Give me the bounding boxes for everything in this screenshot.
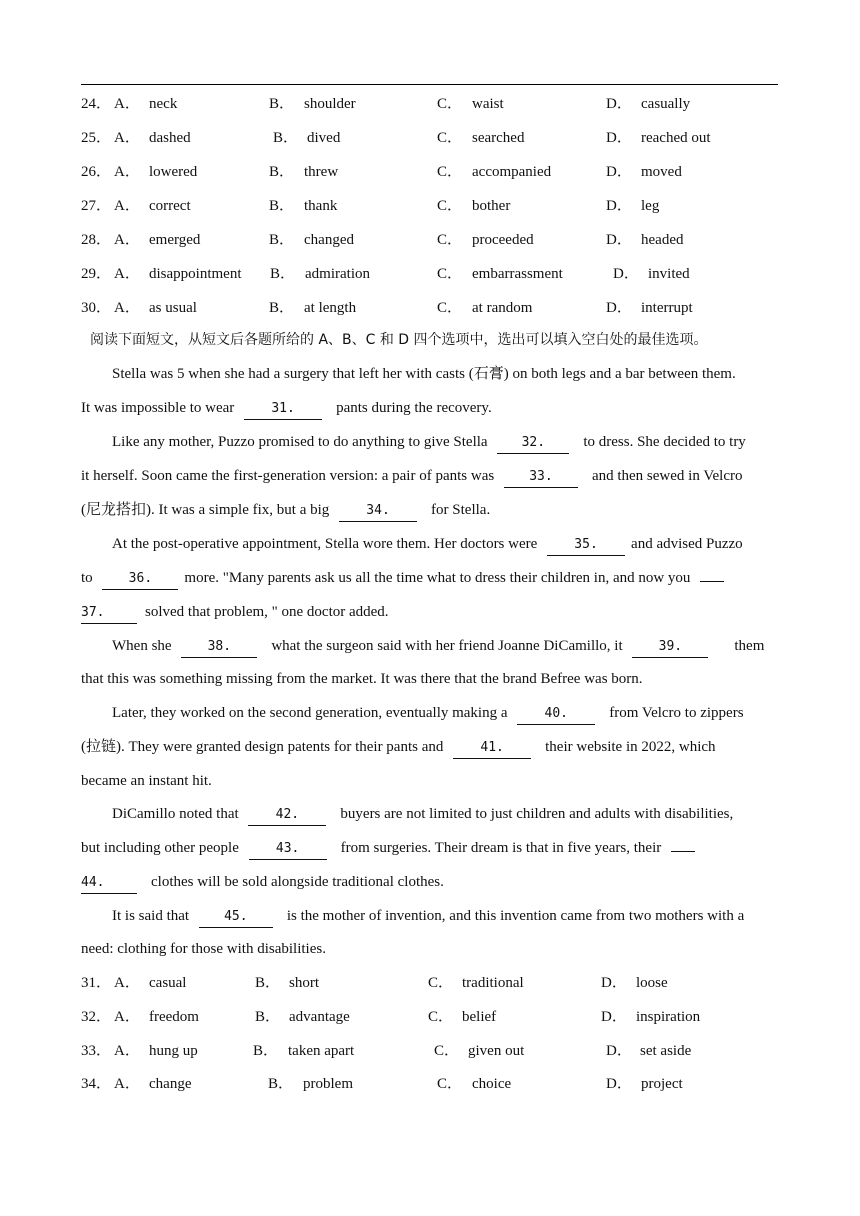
option-a-label: A．	[114, 266, 140, 282]
option-b-label: B．	[268, 1076, 294, 1092]
option-c-text: proceeded	[472, 232, 534, 248]
option-c-label: C．	[437, 164, 463, 180]
blank-34: 34.	[339, 501, 417, 522]
option-d-label: D．	[606, 1076, 632, 1092]
option-c-text: accompanied	[472, 164, 552, 180]
option-a-text: neck	[149, 96, 178, 112]
option-a-label: A．	[114, 1009, 140, 1025]
option-a-text: hung up	[149, 1043, 198, 1059]
option-c-label: C．	[437, 198, 463, 214]
option-d-label: D．	[606, 96, 632, 112]
passage-line: became an instant hit.	[81, 773, 212, 789]
passage-line: Later, they worked on the second generation, eventually making a 40. from Velcro to zippers	[112, 702, 780, 724]
option-a-label: A．	[114, 96, 140, 112]
option-b-text: taken apart	[288, 1043, 355, 1059]
question-number: 26．	[81, 164, 112, 180]
option-d-text: inspiration	[636, 1009, 701, 1025]
option-b-label: B．	[273, 130, 299, 146]
option-d-label: D．	[613, 266, 639, 282]
option-d-label: D．	[606, 232, 632, 248]
blank-40: 40.	[517, 704, 595, 725]
question-number: 25．	[81, 130, 112, 146]
passage-line: (拉链). They were granted design patents for their pants and 41. their website in 2022, which	[81, 736, 781, 758]
passage-line: It is said that 45. is the mother of invention, and this invention came from two mothers with a	[112, 905, 780, 927]
passage-line: need: clothing for those with disabilities.	[81, 941, 326, 957]
option-c-text: bother	[472, 198, 511, 214]
option-a-text: disappointment	[149, 266, 242, 282]
option-c-text: traditional	[462, 975, 524, 991]
option-a-text: as usual	[149, 300, 197, 316]
option-a-label: A．	[114, 232, 140, 248]
passage-line: Like any mother, Puzzo promised to do anything to give Stella 32. to dress. She decided to try	[112, 431, 780, 453]
option-b-text: threw	[304, 164, 339, 180]
option-c-text: searched	[472, 130, 525, 146]
passage-line: It was impossible to wear 31. pants during the recovery.	[81, 397, 781, 419]
option-b-label: B．	[269, 96, 295, 112]
question-number: 32．	[81, 1009, 112, 1025]
option-c-label: C．	[437, 266, 463, 282]
option-b-text: changed	[304, 232, 354, 248]
option-a-text: dashed	[149, 130, 191, 146]
option-c-label: C．	[437, 232, 463, 248]
passage-line: but including other people 43. from surgeries. Their dream is that in five years, their	[81, 837, 781, 859]
option-a-text: freedom	[149, 1009, 199, 1025]
passage-line: 44. clothes will be sold alongside traditional clothes.	[81, 871, 781, 893]
blank-44: 44.	[81, 873, 137, 894]
option-d-text: casually	[641, 96, 691, 112]
option-b-text: short	[289, 975, 319, 991]
option-a-text: lowered	[149, 164, 198, 180]
blank-32: 32.	[497, 433, 569, 454]
question-number: 27．	[81, 198, 112, 214]
passage-line: 37. solved that problem, " one doctor added.	[81, 601, 781, 623]
option-c-label: C．	[437, 1076, 463, 1092]
option-a-text: casual	[149, 975, 187, 991]
option-d-text: leg	[641, 198, 660, 214]
passage-line: that this was something missing from the market. It was there that the brand Befree was born.	[81, 671, 643, 687]
passage-line: to 36. more. "Many parents ask us all the time what to dress their children in, and now you	[81, 567, 781, 589]
question-number: 30．	[81, 300, 112, 316]
option-a-label: A．	[114, 975, 140, 991]
option-c-text: given out	[468, 1043, 525, 1059]
option-b-text: problem	[303, 1076, 353, 1092]
passage-line: When she 38. what the surgeon said with her friend Joanne DiCamillo, it 39. them	[112, 635, 780, 657]
option-c-label: C．	[437, 300, 463, 316]
passage-line: At the post-operative appointment, Stella wore them. Her doctors were 35. and advised Puzzo	[112, 533, 780, 555]
option-d-label: D．	[606, 1043, 632, 1059]
option-d-label: D．	[601, 975, 627, 991]
blank-37-start	[700, 581, 724, 582]
question-number: 29．	[81, 266, 112, 282]
blank-36: 36.	[102, 569, 178, 590]
blank-42: 42.	[248, 805, 326, 826]
option-d-label: D．	[606, 198, 632, 214]
option-b-label: B．	[253, 1043, 279, 1059]
option-a-label: A．	[114, 1076, 140, 1092]
option-a-label: A．	[114, 300, 140, 316]
blank-37: 37.	[81, 603, 137, 624]
option-d-text: project	[641, 1076, 683, 1092]
question-number: 28．	[81, 232, 112, 248]
option-d-text: set aside	[640, 1043, 692, 1059]
blank-38: 38.	[181, 637, 257, 658]
header-rule	[81, 84, 778, 85]
option-b-label: B．	[270, 266, 296, 282]
option-c-text: waist	[472, 96, 504, 112]
option-d-label: D．	[601, 1009, 627, 1025]
option-a-text: correct	[149, 198, 191, 214]
question-number: 31．	[81, 975, 112, 991]
blank-44-start	[671, 851, 695, 852]
option-b-label: B．	[255, 975, 281, 991]
option-b-text: advantage	[289, 1009, 350, 1025]
option-b-label: B．	[255, 1009, 281, 1025]
blank-45: 45.	[199, 907, 273, 928]
option-b-text: shoulder	[304, 96, 356, 112]
option-b-text: at length	[304, 300, 357, 316]
option-b-label: B．	[269, 164, 295, 180]
option-a-text: emerged	[149, 232, 201, 248]
passage-line: Stella was 5 when she had a surgery that left her with casts (石膏) on both legs and a bar between them.	[112, 366, 736, 382]
option-d-text: loose	[636, 975, 668, 991]
passage-line: (尼龙搭扣). It was a simple fix, but a big 34. for Stella.	[81, 499, 781, 521]
option-d-text: moved	[641, 164, 682, 180]
option-a-label: A．	[114, 1043, 140, 1059]
option-a-text: change	[149, 1076, 192, 1092]
option-c-text: choice	[472, 1076, 512, 1092]
option-c-label: C．	[437, 130, 463, 146]
option-b-text: dived	[307, 130, 341, 146]
option-c-text: belief	[462, 1009, 497, 1025]
passage-line: it herself. Soon came the first-generation version: a pair of pants was 33. and then sewed in Velcro	[81, 465, 781, 487]
option-a-label: A．	[114, 130, 140, 146]
question-number: 34．	[81, 1076, 112, 1092]
option-d-label: D．	[606, 130, 632, 146]
blank-39: 39.	[632, 637, 708, 658]
option-c-label: C．	[434, 1043, 460, 1059]
passage-line: DiCamillo noted that 42. buyers are not limited to just children and adults with disabilities,	[112, 803, 780, 825]
option-b-label: B．	[269, 232, 295, 248]
option-b-label: B．	[269, 300, 295, 316]
blank-31: 31.	[244, 399, 322, 420]
section-instruction: 阅读下面短文，从短文后各题所给的 A、B、C 和 D 四个选项中，选出可以填入空白处的最佳选项。	[90, 332, 708, 348]
option-a-label: A．	[114, 198, 140, 214]
option-d-text: interrupt	[641, 300, 693, 316]
option-b-text: thank	[304, 198, 338, 214]
option-d-text: reached out	[641, 130, 711, 146]
option-a-label: A．	[114, 164, 140, 180]
question-number: 33．	[81, 1043, 112, 1059]
option-d-label: D．	[606, 300, 632, 316]
option-d-text: headed	[641, 232, 684, 248]
blank-43: 43.	[249, 839, 327, 860]
blank-33: 33.	[504, 467, 578, 488]
blank-35: 35.	[547, 535, 625, 556]
option-d-text: invited	[648, 266, 690, 282]
option-c-label: C．	[437, 96, 463, 112]
question-number: 24．	[81, 96, 112, 112]
option-c-label: C．	[428, 975, 454, 991]
option-c-text: at random	[472, 300, 533, 316]
blank-41: 41.	[453, 738, 531, 759]
option-b-text: admiration	[305, 266, 370, 282]
option-b-label: B．	[269, 198, 295, 214]
option-c-text: embarrassment	[472, 266, 563, 282]
option-c-label: C．	[428, 1009, 454, 1025]
option-d-label: D．	[606, 164, 632, 180]
